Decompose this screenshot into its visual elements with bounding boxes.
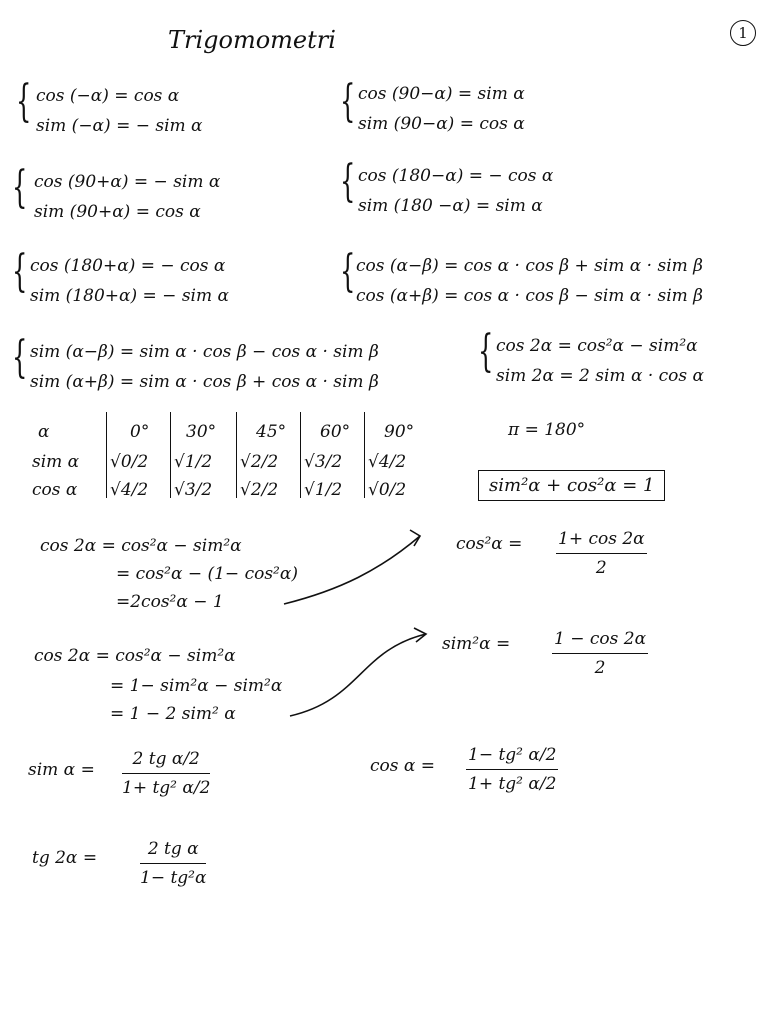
fraction-denominator: 1+ tg² α/2 xyxy=(468,774,557,794)
identity-line: cos (α+β) = cos α · cos β − sim α · sim β xyxy=(356,286,703,306)
result-lhs: sim α = xyxy=(28,760,95,780)
page-number: 1 xyxy=(730,20,756,46)
identity-line: cos 2α = cos²α − sim²α xyxy=(496,336,698,356)
identity-line: sim (180+α) = − sim α xyxy=(30,286,229,306)
identity-line: cos (180+α) = − cos α xyxy=(30,256,226,276)
row-label-sin: sim α xyxy=(32,452,80,472)
brace-icon: { xyxy=(340,76,356,127)
angle-header: 60° xyxy=(320,422,351,442)
result-lhs: cos α = xyxy=(370,756,436,776)
result-lhs: cos²α = xyxy=(456,534,523,554)
fraction-denominator: 1+ tg² α/2 xyxy=(122,778,211,798)
angle-header: 0° xyxy=(130,422,150,442)
fraction-numerator: 1 − cos 2α xyxy=(552,628,648,654)
angle-header: 90° xyxy=(384,422,415,442)
angle-header: 45° xyxy=(256,422,287,442)
brace-icon: { xyxy=(340,156,356,207)
fraction-denominator: 1− tg²α xyxy=(140,868,207,888)
fraction-numerator: 2 tg α/2 xyxy=(122,748,210,774)
result-lhs: tg 2α = xyxy=(32,848,98,868)
sin-value: √4/2 xyxy=(368,452,407,472)
half-angle-sin-fraction xyxy=(122,748,210,799)
derivation-line: = cos²α − (1− cos²α) xyxy=(116,564,298,584)
half-angle-cos-fraction xyxy=(466,744,558,795)
result-lhs: sim²α = xyxy=(442,634,511,654)
fraction-numerator: 2 tg α xyxy=(140,838,206,864)
arrow-to-sin-result xyxy=(290,634,426,716)
sin-value: √3/2 xyxy=(304,452,343,472)
derivation-line: = 1 − 2 sim² α xyxy=(110,704,236,724)
derivation-line: cos 2α = cos²α − sim²α xyxy=(34,646,236,666)
fraction-numerator: 1− tg² α/2 xyxy=(466,744,558,770)
angle-header: 30° xyxy=(186,422,217,442)
identity-line: cos (180−α) = − cos α xyxy=(358,166,554,186)
pythagorean-identity-box: sim²α + cos²α = 1 xyxy=(478,470,665,501)
derivation-line: =2cos²α − 1 xyxy=(116,592,224,612)
cos-value: √3/2 xyxy=(174,480,213,500)
cos-value: √0/2 xyxy=(368,480,407,500)
derivation-line: = 1− sim²α − sim²α xyxy=(110,676,283,696)
derivation-line: cos 2α = cos²α − sim²α xyxy=(40,536,242,556)
sin-value: √1/2 xyxy=(174,452,213,472)
identity-line: sim (180 −α) = sim α xyxy=(358,196,543,216)
brace-icon: { xyxy=(12,246,28,297)
row-label-cos: cos α xyxy=(32,480,78,500)
tan-double-fraction xyxy=(140,838,206,889)
sin-value: √2/2 xyxy=(240,452,279,472)
identity-line: sim 2α = 2 sim α · cos α xyxy=(496,366,704,386)
row-label-alpha: α xyxy=(38,422,50,442)
cos-value: √1/2 xyxy=(304,480,343,500)
brace-icon: { xyxy=(12,332,28,383)
identity-line: sim (−α) = − sim α xyxy=(36,116,203,136)
identity-line: sim (α−β) = sim α · cos β − cos α · sim β xyxy=(30,342,379,362)
fraction-numerator: 1+ cos 2α xyxy=(556,528,647,554)
identity-line: cos (α−β) = cos α · cos β + sim α · sim β xyxy=(356,256,703,276)
arrow-to-cos-result xyxy=(284,536,420,604)
fraction-denominator: 2 xyxy=(594,658,606,678)
brace-icon: { xyxy=(12,162,28,213)
brace-icon: { xyxy=(16,76,32,127)
identity-line: sim (α+β) = sim α · cos β + cos α · sim β xyxy=(30,372,379,392)
pi-equivalence: π = 180° xyxy=(508,420,586,440)
identity-line: cos (90−α) = sim α xyxy=(358,84,525,104)
fraction-denominator: 2 xyxy=(595,558,607,578)
cos-value: √4/2 xyxy=(110,480,149,500)
brace-icon: { xyxy=(478,326,494,377)
cos-value: √2/2 xyxy=(240,480,279,500)
brace-icon: { xyxy=(340,246,356,297)
page-title: Trigomometri xyxy=(168,26,336,54)
identity-line: sim (90−α) = cos α xyxy=(358,114,525,134)
identity-line: cos (−α) = cos α xyxy=(36,86,180,106)
identity-line: cos (90+α) = − sim α xyxy=(34,172,221,192)
sin-value: √0/2 xyxy=(110,452,149,472)
identity-line: sim (90+α) = cos α xyxy=(34,202,201,222)
